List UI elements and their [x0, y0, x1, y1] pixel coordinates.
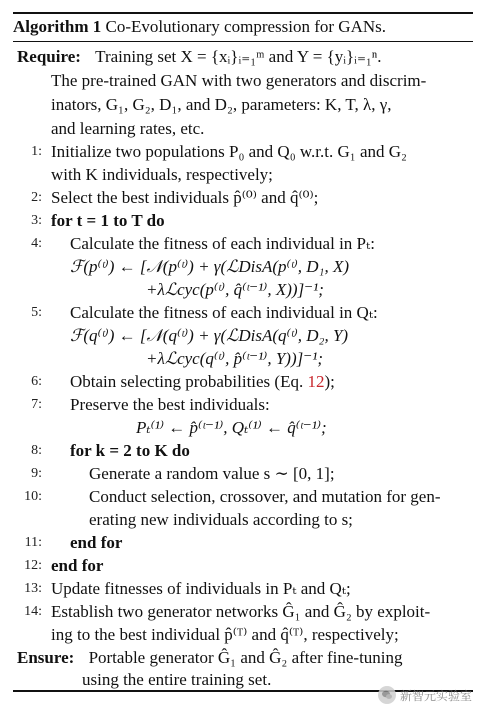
algorithm-label: Algorithm 1 — [13, 17, 102, 36]
step-4-line-3: +λℒcyc(p⁽ᵗ⁾, q̂⁽ᵗ⁻¹⁾, X))]⁻¹; — [146, 280, 324, 299]
step-14-number: 14: — [24, 604, 42, 619]
algorithm-caption: Co-Evolutionary compression for GANs. — [105, 17, 387, 36]
step-4-number: 4: — [31, 236, 42, 251]
step-11-number: 11: — [24, 535, 42, 550]
step-12-number: 12: — [24, 558, 42, 573]
step-14-line-1: Establish two generator networks Ĝ₁ and Ĝ₂ by exploit- — [51, 602, 431, 621]
step-2-number: 2: — [31, 190, 42, 205]
algorithm-title — [13, 16, 386, 38]
step-10-line-2: erating new individuals according to s; — [89, 510, 353, 529]
equation-reference-link[interactable]: 12 — [307, 372, 325, 391]
step-5-number: 5: — [31, 305, 42, 320]
title-rule — [13, 41, 473, 42]
require-line-4: and learning rates, etc. — [51, 119, 205, 138]
step-14-line-2: ing to the best individual p̂⁽ᵀ⁾ and q̂⁽ᵀ⁾, respectively; — [51, 625, 399, 644]
step-4-line-2: ℱ(p⁽ᵗ⁾) ← [𝒩(p⁽ᵗ⁾) + γ(ℒDisA(p⁽ᵗ⁾, D₁, X) — [70, 257, 349, 276]
step-6-line-1 — [70, 371, 335, 393]
step-7-line-2: Pₜ⁽¹⁾ ← p̂⁽ᵗ⁻¹⁾, Qₜ⁽¹⁾ ← q̂⁽ᵗ⁻¹⁾; — [136, 418, 327, 437]
ensure-text-1: Portable generator Ĝ₁ and Ĝ₂ after fine-tuning — [88, 648, 403, 667]
step-7-number: 7: — [31, 397, 42, 412]
require-keyword: Require: — [17, 47, 81, 66]
watermark — [378, 684, 472, 706]
require-line-3: inators, G₁, G₂, D₁, and D₂, parameters: K, T, λ, γ, — [51, 95, 392, 114]
ensure-line-2: using the entire training set. — [82, 670, 272, 689]
step-5-line-3: +λℒcyc(q⁽ᵗ⁾, p̂⁽ᵗ⁻¹⁾, Y))]⁻¹; — [146, 349, 323, 368]
step-4-line-1: Calculate the fitness of each individual in Pₜ: — [70, 234, 375, 253]
step-2-line-1: Select the best individuals p̂⁽⁰⁾ and q̂⁽⁰⁾; — [51, 188, 319, 207]
step-9-line-1: Generate a random value s ∼ [0, 1]; — [89, 464, 335, 483]
top-rule — [13, 12, 473, 14]
step-7-line-1: Preserve the best individuals: — [70, 395, 270, 414]
step-13-number: 13: — [24, 581, 42, 596]
step-6-text: Obtain selecting probabilities (Eq. — [70, 372, 308, 391]
step-5-line-1: Calculate the fitness of each individual in Qₜ: — [70, 303, 378, 322]
step-10-line-1: Conduct selection, crossover, and mutation for gen- — [89, 487, 441, 506]
step-13-line-1: Update fitnesses of individuals in Pₜ and Qₜ; — [51, 579, 351, 598]
step-8-number: 8: — [31, 443, 42, 458]
step-1-line-2: with K individuals, respectively; — [51, 165, 273, 184]
step-3-line-1: for t = 1 to T do — [51, 211, 165, 230]
step-10-number: 10: — [24, 489, 42, 504]
step-12-line-1: end for — [51, 556, 104, 575]
step-3-number: 3: — [31, 213, 42, 228]
wechat-icon — [378, 686, 396, 704]
step-1-number: 1: — [31, 144, 42, 159]
wechat-icon-glyph — [381, 689, 393, 701]
step-9-number: 9: — [31, 466, 42, 481]
step-5-line-2: ℱ(q⁽ᵗ⁾) ← [𝒩(q⁽ᵗ⁾) + γ(ℒDisA(q⁽ᵗ⁾, D₂, Y) — [70, 326, 349, 345]
step-1-line-1: Initialize two populations P₀ and Q₀ w.r.t. G₁ and G₂ — [51, 142, 407, 161]
require-line-1 — [17, 46, 381, 68]
step-11-line-1: end for — [70, 533, 123, 552]
step-8-line-1: for k = 2 to K do — [70, 441, 190, 460]
step-6-number: 6: — [31, 374, 42, 389]
require-text-1: Training set X = {xᵢ}ᵢ₌₁ᵐ and Y = {yᵢ}ᵢ₌₁ⁿ. — [95, 47, 382, 66]
ensure-keyword: Ensure: — [17, 648, 75, 667]
require-line-2: The pre-trained GAN with two generators and discrim- — [51, 71, 427, 90]
watermark-text: 新智元实验室 — [399, 688, 472, 703]
ensure-line-1 — [17, 647, 403, 669]
step-6-suffix: ); — [324, 372, 335, 391]
